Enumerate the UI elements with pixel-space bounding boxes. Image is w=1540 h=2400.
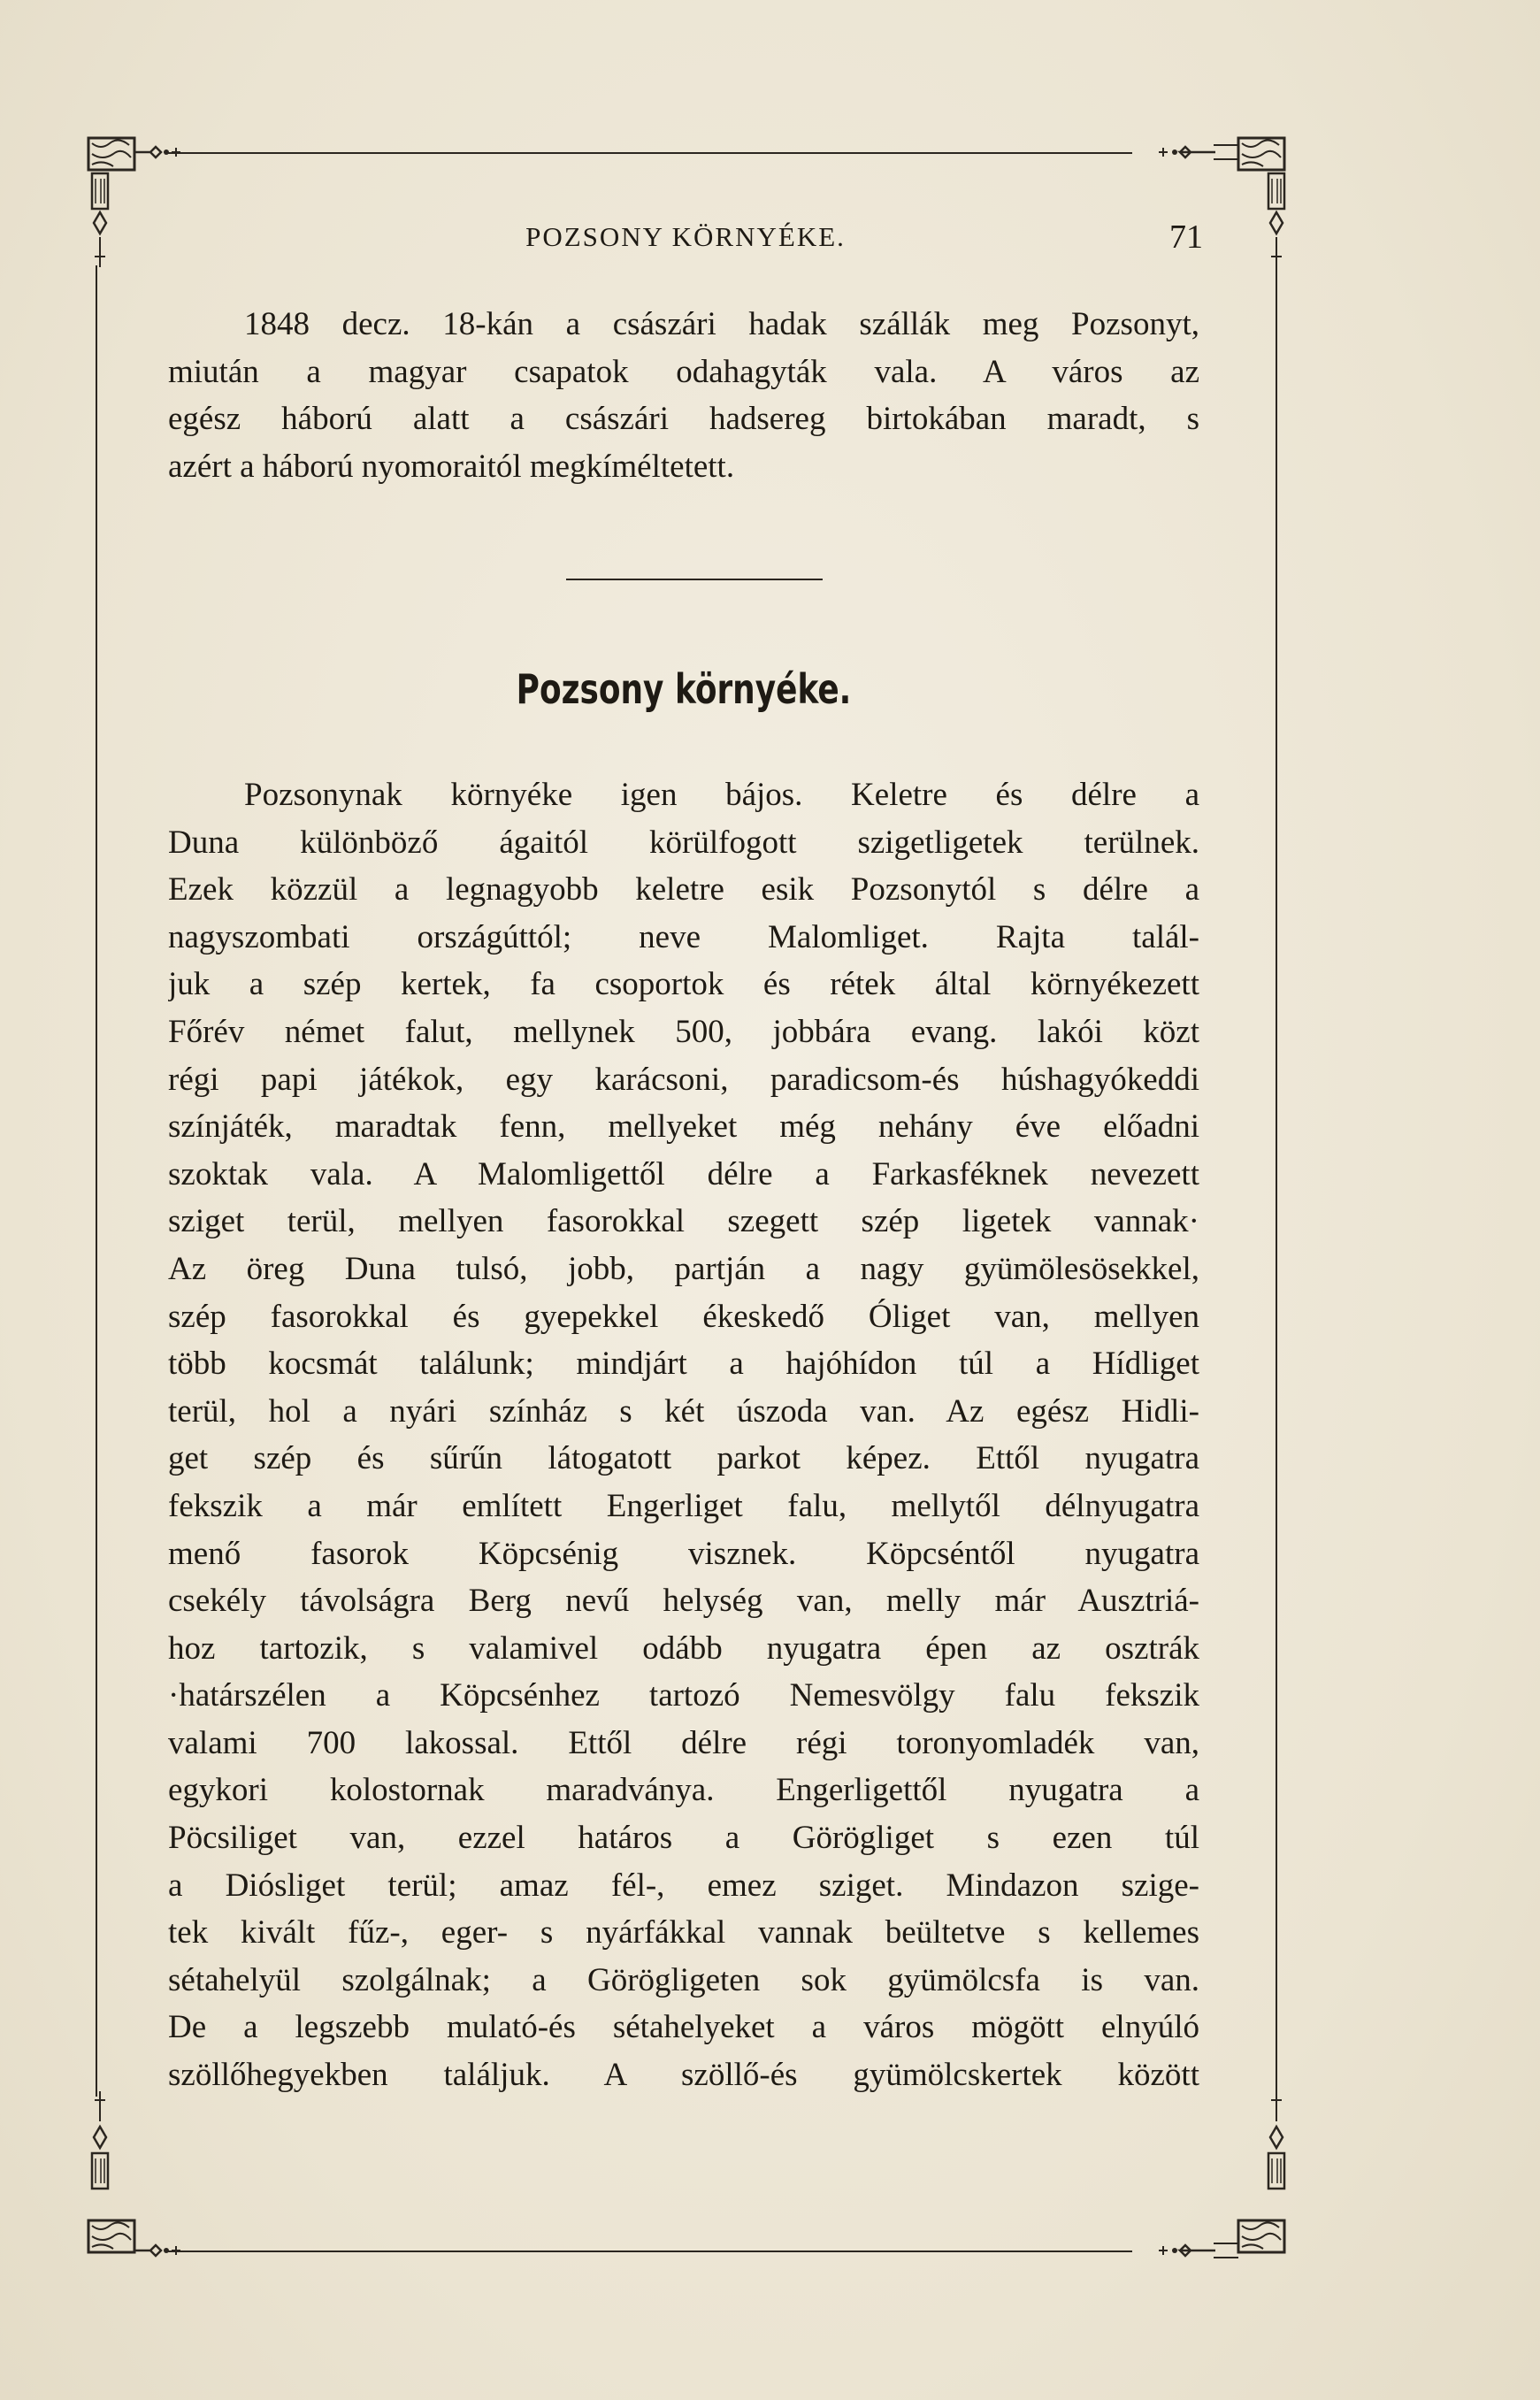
text-line: fekszik a már említett Engerliget falu, mellytől délnyugatra	[168, 1487, 1199, 1524]
text-line: színjáték, maradtak fenn, mellyeket még nehány éve előadni	[168, 1108, 1199, 1146]
text-line: miután a magyar csapatok odahagyták vala. A város az	[168, 353, 1199, 390]
text-line: Pöcsiliget van, ezzel határos a Görögliget s ezen túl	[168, 1820, 1199, 1857]
frame-bottom-rule	[168, 2250, 1132, 2252]
frame-top-rule	[168, 152, 1132, 154]
text-line: szép fasorokkal és gyepekkel ékeskedő Óliget van, mellyen	[168, 1298, 1199, 1335]
text-line: De a legszebb mulató-és sétahelyeket a város mögött elnyúló	[168, 2009, 1199, 2046]
text-line: tek kivált fűz-, eger- s nyárfákkal vannak beültetve s kellemes	[168, 1914, 1199, 1951]
running-head	[168, 221, 1203, 274]
text-line: egész háború alatt a császári hadsereg birtokában maradt, s	[168, 401, 1199, 438]
paragraph-2	[168, 771, 1199, 2099]
text-line: csekély távolságra Berg nevű helység van, melly már Ausztriá-	[168, 1583, 1199, 1620]
text-line: szöllőhegyekben találjuk. A szöllő-és gyümölcskertek között	[168, 2057, 1199, 2094]
text-line: get szép és sűrűn látogatott parkot képez. Ettől nyugatra	[168, 1440, 1199, 1477]
corner-ornament-bottom-right-icon	[1150, 2088, 1300, 2265]
text-line: Főrév német falut, mellynek 500, jobbára evang. lakói közt	[168, 1013, 1199, 1050]
frame-left-rule	[96, 265, 97, 2097]
text-line: régi papi játékok, egy karácsoni, paradicsom-és húshagyókeddi	[168, 1061, 1199, 1098]
text-line: a Diósliget terül; amaz fél-, emez sziget. Mindazon szige-	[168, 1867, 1199, 1904]
text-line: menő fasorok Köpcsénig visznek. Köpcséntől nyugatra	[168, 1535, 1199, 1572]
text-line: Ezek közzül a legnagyobb keletre esik Pozsonytól s délre a	[168, 871, 1199, 909]
text-line: Duna különböző ágaitól körülfogott szigetligetek terülnek.	[168, 824, 1199, 861]
paragraph-1	[168, 301, 1199, 490]
text-line: egykori kolostornak maradványa. Engerligettől nyugatra a	[168, 1772, 1199, 1809]
text-line: több kocsmát találunk; mindjárt a hajóhídon túl a Hídliget	[168, 1346, 1199, 1383]
section-heading: Pozsony környéke.	[516, 665, 852, 713]
text-line: nagyszombati országúttól; neve Malomliget. Rajta talál-	[168, 918, 1199, 955]
text-line: azért a háború nyomoraitól megkíméltetett.	[168, 448, 735, 485]
text-line: juk a szép kertek, fa csoportok és rétek által környékezett	[168, 966, 1199, 1003]
text-line: sétahelyül szolgálnak; a Görögligeten sok gyümölcsfa is van.	[168, 1961, 1199, 1998]
text-line: terül, hol a nyári színház s két úszoda van. Az egész Hidli-	[168, 1392, 1199, 1430]
page-number: 71	[1169, 219, 1203, 256]
frame-right-rule	[1276, 265, 1277, 2097]
corner-ornament-bottom-left-icon	[85, 2088, 218, 2265]
text-line: Pozsonynak környéke igen bájos. Keletre és délre a	[244, 777, 1199, 813]
text-line: sziget terül, mellyen fasorokkal szegett szép ligetek vannak·	[168, 1203, 1199, 1240]
text-line: ·határszélen a Köpcsénhez tartozó Nemesvölgy falu fekszik	[168, 1677, 1199, 1714]
text-line: 1848 decz. 18-kán a császári hadak szállák meg Pozsonyt,	[244, 306, 1199, 342]
section-divider	[566, 579, 823, 580]
text-line: valami 700 lakossal. Ettől délre régi toronyomladék van,	[168, 1724, 1199, 1761]
text-line: szoktak vala. A Malomligettől délre a Farkasféknek nevezett	[168, 1155, 1199, 1192]
text-line: hoz tartozik, s valamivel odább nyugatra épen az osztrák	[168, 1629, 1199, 1667]
text-line: Az öreg Duna tulsó, jobb, partján a nagy gyümölesösekkel,	[168, 1250, 1199, 1287]
running-title: POZSONY KÖRNYÉKE.	[525, 221, 846, 252]
